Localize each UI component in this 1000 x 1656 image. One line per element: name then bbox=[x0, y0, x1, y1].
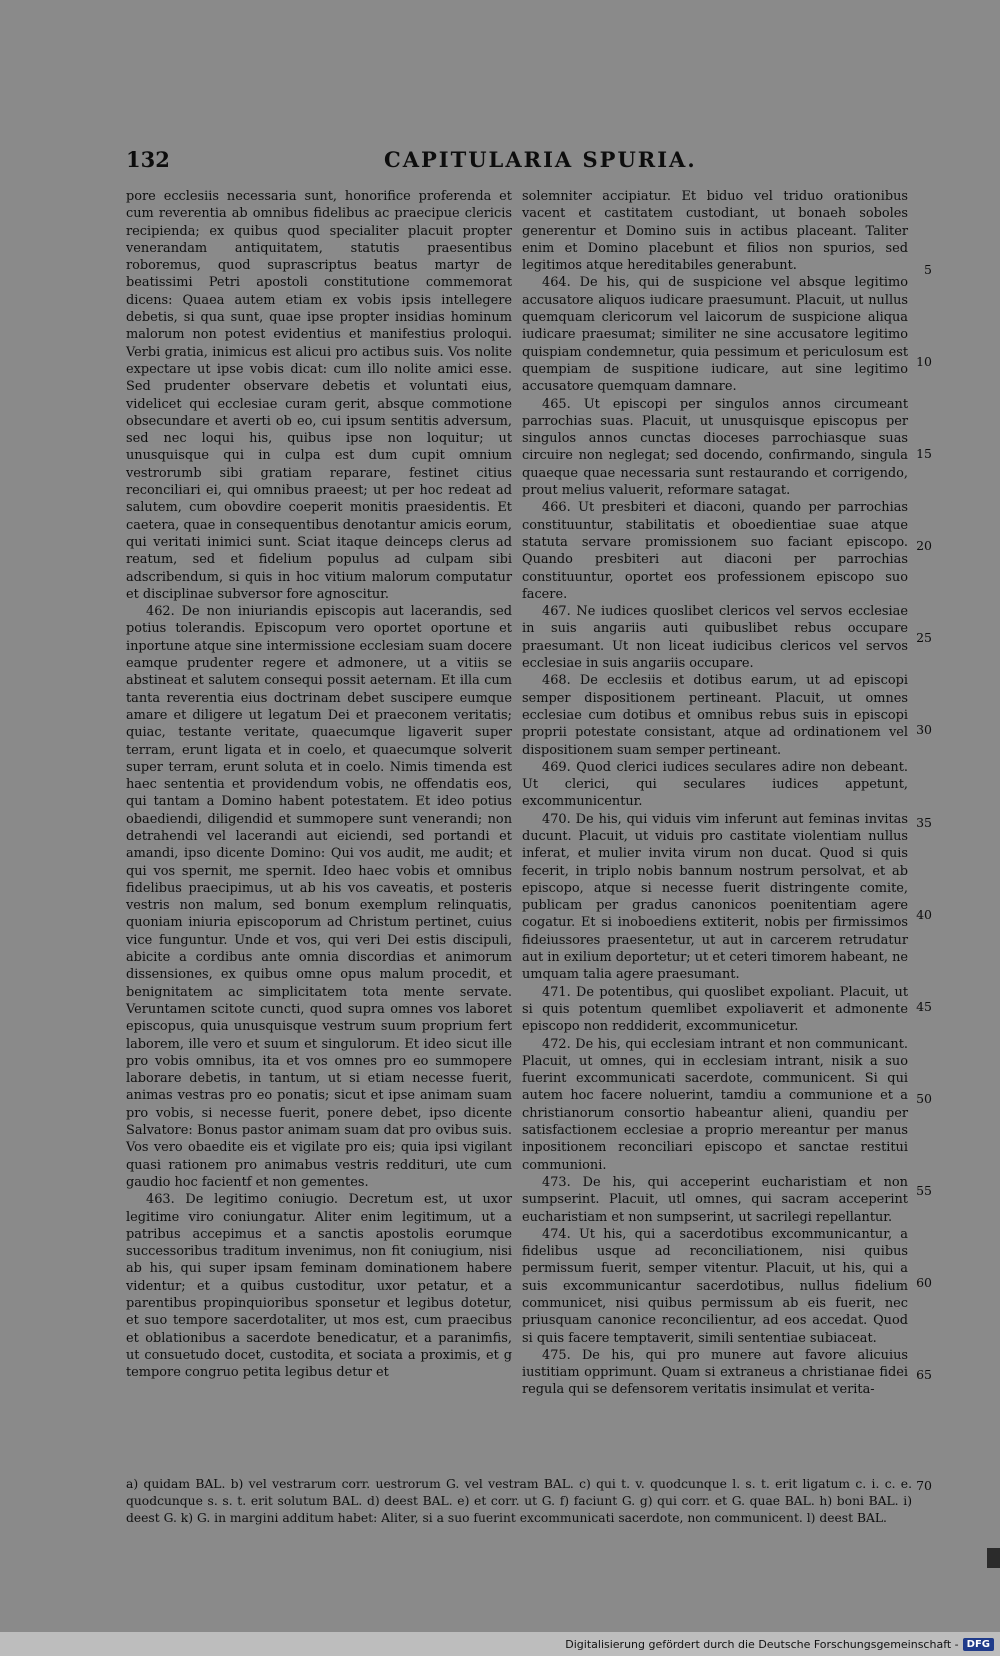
line-number: 45 bbox=[916, 999, 932, 1014]
paragraph: 465. Ut episcopi per singulos annos circumeant parrochias suas. Placuit, ut unusquisque episcopus per singulos annos cunctas dioceses parrochiasque suas circuire non neglegat; sed docendo, confirmando, singula quaeque quae necessaria sunt restaurando et corrigendo, prout melius valuerit, reformare satagat. bbox=[522, 396, 908, 499]
line-number: 20 bbox=[916, 538, 932, 553]
paragraph: 466. Ut presbiteri et diaconi, quando per parrochias constituuntur, stabilitatis et oboedientiae suae atque statuta servare promissionem suo faciant episcopo. Quando presbiteri aut diaconi per parrochias constituuntur, oportet eos professionem episcopo suo facere. bbox=[522, 500, 908, 602]
digitization-footer bbox=[0, 1632, 1000, 1656]
paragraph: 462. De non iniuriandis episcopis aut lacerandis, sed potius tolerandis. Episcopum vero oportet oportune et inportune atque sine intermissione ecclesiam suam docere eamque prudenter regere et admonere, ut a vitiis se abstineat et salutem consequi possit aeternam. Et illa cum tanta reverentia eius doctrinam debet suscipere eumque amare et diligere ut legatum Dei et praeconem veritatis; quiac, testante veritate, quaecumque ligaverit super terram, erunt ligata et in coelo, et quaecumque solverit super terram, erunt soluta et in coelo. Nimis timenda est haec sententia et providendum vobis, ne offendatis eos, qui tantam a Domino habent potestatem. Et ideo potius obaediendi, diligendid et summopere sunt venerandi; non detrahendi vel lacerandi aut eiciendi, sed portandi et amandi, ipso dicente Domino: Qui vos audit, me audit; et qui vos spernit, me spernit. Ideo haec vobis et omnibus fidelibus praecipimus, ut ab his vos caveatis, et posteris vestris non malum, sed bonum exemplum relinquatis, quoniam iniuria episcoporum ad Christum pertinet, cuius vice funguntur. Unde et vos, qui veri Dei estis discipuli, abicite a cordibus ante omnia discordias et animorum dissensiones, ex quibus omne opus malum procedit, et benignitatem ac simplicitatem tota mente servate. Veruntamen scitote cuncti, quod supra omnes vos laboret episcopus, quia unusquisque vestrum suum proprium fert laborem, ille vero et suum et singulorum. Et ideo sicut ille pro vobis omnibus, ita et vos omnes pro eo summopere laborare debetis, in tantum, ut si etiam necesse fuerit, animas vestras pro eo ponatis; sicut et ipse animam suam pro vobis, si necesse fuerit, ponere debet, ipso dicente Salvatore: Bonus pastor animam suam dat pro ovibus suis. Vos vero obaedite eis et vigilate pro eis; quia ipsi vigilant quasi rationem pro animabus vestris reddituri, ute cum gaudio hoc facientf et non gementes. bbox=[126, 604, 512, 1190]
line-number: 35 bbox=[916, 815, 932, 830]
paragraph: 470. De his, qui viduis vim inferunt aut feminas invitas ducunt. Placuit, ut viduis pro castitate violentiam nullus inferat, et mulier invita virum non ducat. Quod si quis fecerit, in triplo nobis bannum nostrum persolvat, et ab episcopo, atque si necesse fuerit distringente comite, publicam per gradus canonicos poenitentiam agere cogatur. Et si inoboediens extiterit, nobis per firmissimos fideiussores praesentetur, ut aut in carcerem retrudatur aut in exilium deportetur; ut et ceteri timorem habeant, ne umquam talia agere praesumant. bbox=[522, 811, 908, 983]
line-number: 65 bbox=[916, 1367, 932, 1382]
left-text-column bbox=[126, 188, 512, 1381]
line-number: 55 bbox=[916, 1183, 932, 1198]
line-number: 50 bbox=[916, 1091, 932, 1106]
line-number: 70 bbox=[916, 1478, 932, 1493]
running-title: CAPITULARIA SPURIA. bbox=[384, 147, 697, 172]
line-number: 25 bbox=[916, 630, 932, 645]
line-number: 5 bbox=[924, 262, 932, 277]
page-edge-marker bbox=[987, 1548, 1000, 1568]
footer-text: Digitalisierung gefördert durch die Deutsche Forschungsgemeinschaft - bbox=[565, 1637, 959, 1651]
dfg-logo: DFG bbox=[963, 1638, 994, 1651]
paragraph: 472. De his, qui ecclesiam intrant et non communicant. Placuit, ut omnes, qui in ecclesiam intrant, nisik a suo fuerint excommunicati sacerdote, communicent. Si qui autem hoc facere noluerint, tamdiu a communione et a christianorum consortio habeantur alieni, quandiu per satisfactionem ecclesiae a proprio mereantur per manus inpositionem reconciliari episcopo et sanctae restitui communioni. bbox=[522, 1036, 908, 1173]
paragraph: pore ecclesiis necessaria sunt, honorifice proferenda et cum reverentia ab omnibus fidelibus ac praecipue clericis recipienda; ex quibus quod specialiter placuit propter venerandam antiquitatem, statutis praesentibus roboremus, quod suprascriptus beatus martyr de beatissimi Petri apostoli constitutione commemorat dicens: Quaea autem etiam ex vobis ipsis intellegere debetis, si qua sunt, quae ipse propter insidias hominum malorum non potest evidentius et manifestius proloqui. Verbi gratia, inimicus est alicui pro actibus suis. Vos nolite expectare ut ipse vobis dicat: cum illo nolite amici esse. Sed prudenter observare debetis et voluntati eius, videlicet qui ecclesiae curam gerit, absque commotione obsecundare et averti ob eo, cui ipsum sentitis adversum, sed nec loqui his, quibus ipse non loquitur; ut unusquisque qui in culpa est dum cupit omnium vestrorumb sibi gratiam reparare, festinet citius reconciliari ei, qui omnibus praeest; ut per hoc redeat ad salutem, cum obovdire coeperit monitis praesidentis. Et caetera, quae in consequentibus denotantur amicis eorum, qui veritati inimici sunt. Sciat itaque deinceps clerus ad reatum, sed et fidelium populus ad culpam sibi adscribendum, si quis in hoc vitium malorum computatur et disciplinae subversor fore agnoscitur. bbox=[126, 189, 512, 602]
footnotes: a) quidam BAL. b) vel vestrarum corr. uestrorum G. vel vestram BAL. c) qui t. v. quodcunque l. s. t. erit ligatum c. i. c. e. quodcunque s. s. t. erit solutum BAL. d) deest BAL. e) et corr. ut G. f) faciunt G. g) qui corr. et G. quae BAL. h) boni BAL. i) deest G. k) G. in margini additum habet: Aliter, si a suo fuerint excommunicati sacerdote, non communicent. l) deest BAL. bbox=[126, 1477, 912, 1525]
paragraph: 468. De ecclesiis et dotibus earum, ut ad episcopi semper dispositionem pertineant. Placuit, ut omnes ecclesiae cum dotibus et omnibus rebus suis in episcopi proprii potestate consistant, atque ad ordinationem vel dispositionem suam semper pertineant. bbox=[522, 673, 908, 758]
paragraph: 473. De his, qui acceperint eucharistiam et non sumpserint. Placuit, utl omnes, qui sacram acceperint eucharistiam et non sumpserint, ut sacrilegi repellantur. bbox=[522, 1174, 908, 1225]
paragraph: 474. Ut his, qui a sacerdotibus excommunicantur, a fidelibus usque ad reconciliationem, nisi quibus permissum fuerit, semper vitentur. Placuit, ut his, qui a suis excommunicantur sacerdotibus, nullus fidelium communicet, nisi quibus permissum ab eis fuerit, nec priusquam canonice reconcilientur, ad eos accedat. Quod si quis facere temptaverit, simili sententiae subiaceat. bbox=[522, 1226, 908, 1346]
paragraph: solemniter accipiatur. Et biduo vel triduo orationibus vacent et castitatem custodiant, ut bonaeh soboles generentur et Domino suis in actibus placeant. Taliter enim et Domino placebunt et filios non spurios, sed legitimos atque hereditabiles generabunt. bbox=[522, 189, 908, 274]
paragraph: 471. De potentibus, qui quoslibet expoliant. Placuit, ut si quis potentum quemlibet expoliaverit et admonente episcopo non reddiderit, excommunicetur. bbox=[522, 984, 908, 1035]
paragraph: 464. De his, qui de suspicione vel absque legitimo accusatore aliquos iudicare praesumunt. Placuit, ut nullus quemquam clericorum vel laicorum de suspicione aliqua iudicare praesumat; similiter ne sine accusatore legitimo quispiam condemnetur, quia pessimum et periculosum est quempiam de suspitione iudicare, aut sine legitimo accusatore quemquam damnare. bbox=[522, 275, 908, 395]
paragraph: 469. Quod clerici iudices seculares adire non debeant. Ut clerici, qui seculares iudices appetunt, excommunicentur. bbox=[522, 759, 908, 810]
line-number: 40 bbox=[916, 907, 932, 922]
paragraph: 475. De his, qui pro munere aut favore alicuius iustitiam opprimunt. Quam si extraneus a christianae fidei regula qui se defensorem veritatis insimulat et verita- bbox=[522, 1347, 908, 1398]
paragraph: 463. De legitimo coniugio. Decretum est, ut uxor legitime viro coniungatur. Aliter enim legitimum, ut a patribus accepimus et a sanctis apostolis eorumque successoribus traditum invenimus, non fit coniugium, nisi ab his, qui super ipsam feminam dominationem habere videntur; et a quibus custoditur, uxor petatur, et a parentibus propinquioribus sponsetur et legibus dotetur, et suo tempore sacerdotaliter, ut mos est, cum praecibus et oblationibus a sacerdote benedicatur, et a paranimfis, ut consuetudo docet, custodita, et sociata a proximis, et g tempore congruo petita legibus detur et bbox=[126, 1192, 512, 1381]
line-number: 15 bbox=[916, 446, 932, 461]
line-number: 30 bbox=[916, 722, 932, 737]
line-number: 10 bbox=[916, 354, 932, 369]
right-text-column bbox=[522, 188, 908, 1399]
paragraph: 467. Ne iudices quoslibet clericos vel servos ecclesiae in suis angariis auti quibuslibet rebus occupare praesumant. Ut non liceat iudicibus clericos vel servos ecclesiae in suis angariis occupare. bbox=[522, 604, 908, 672]
page-number: 132 bbox=[126, 147, 170, 172]
line-number: 60 bbox=[916, 1275, 932, 1290]
